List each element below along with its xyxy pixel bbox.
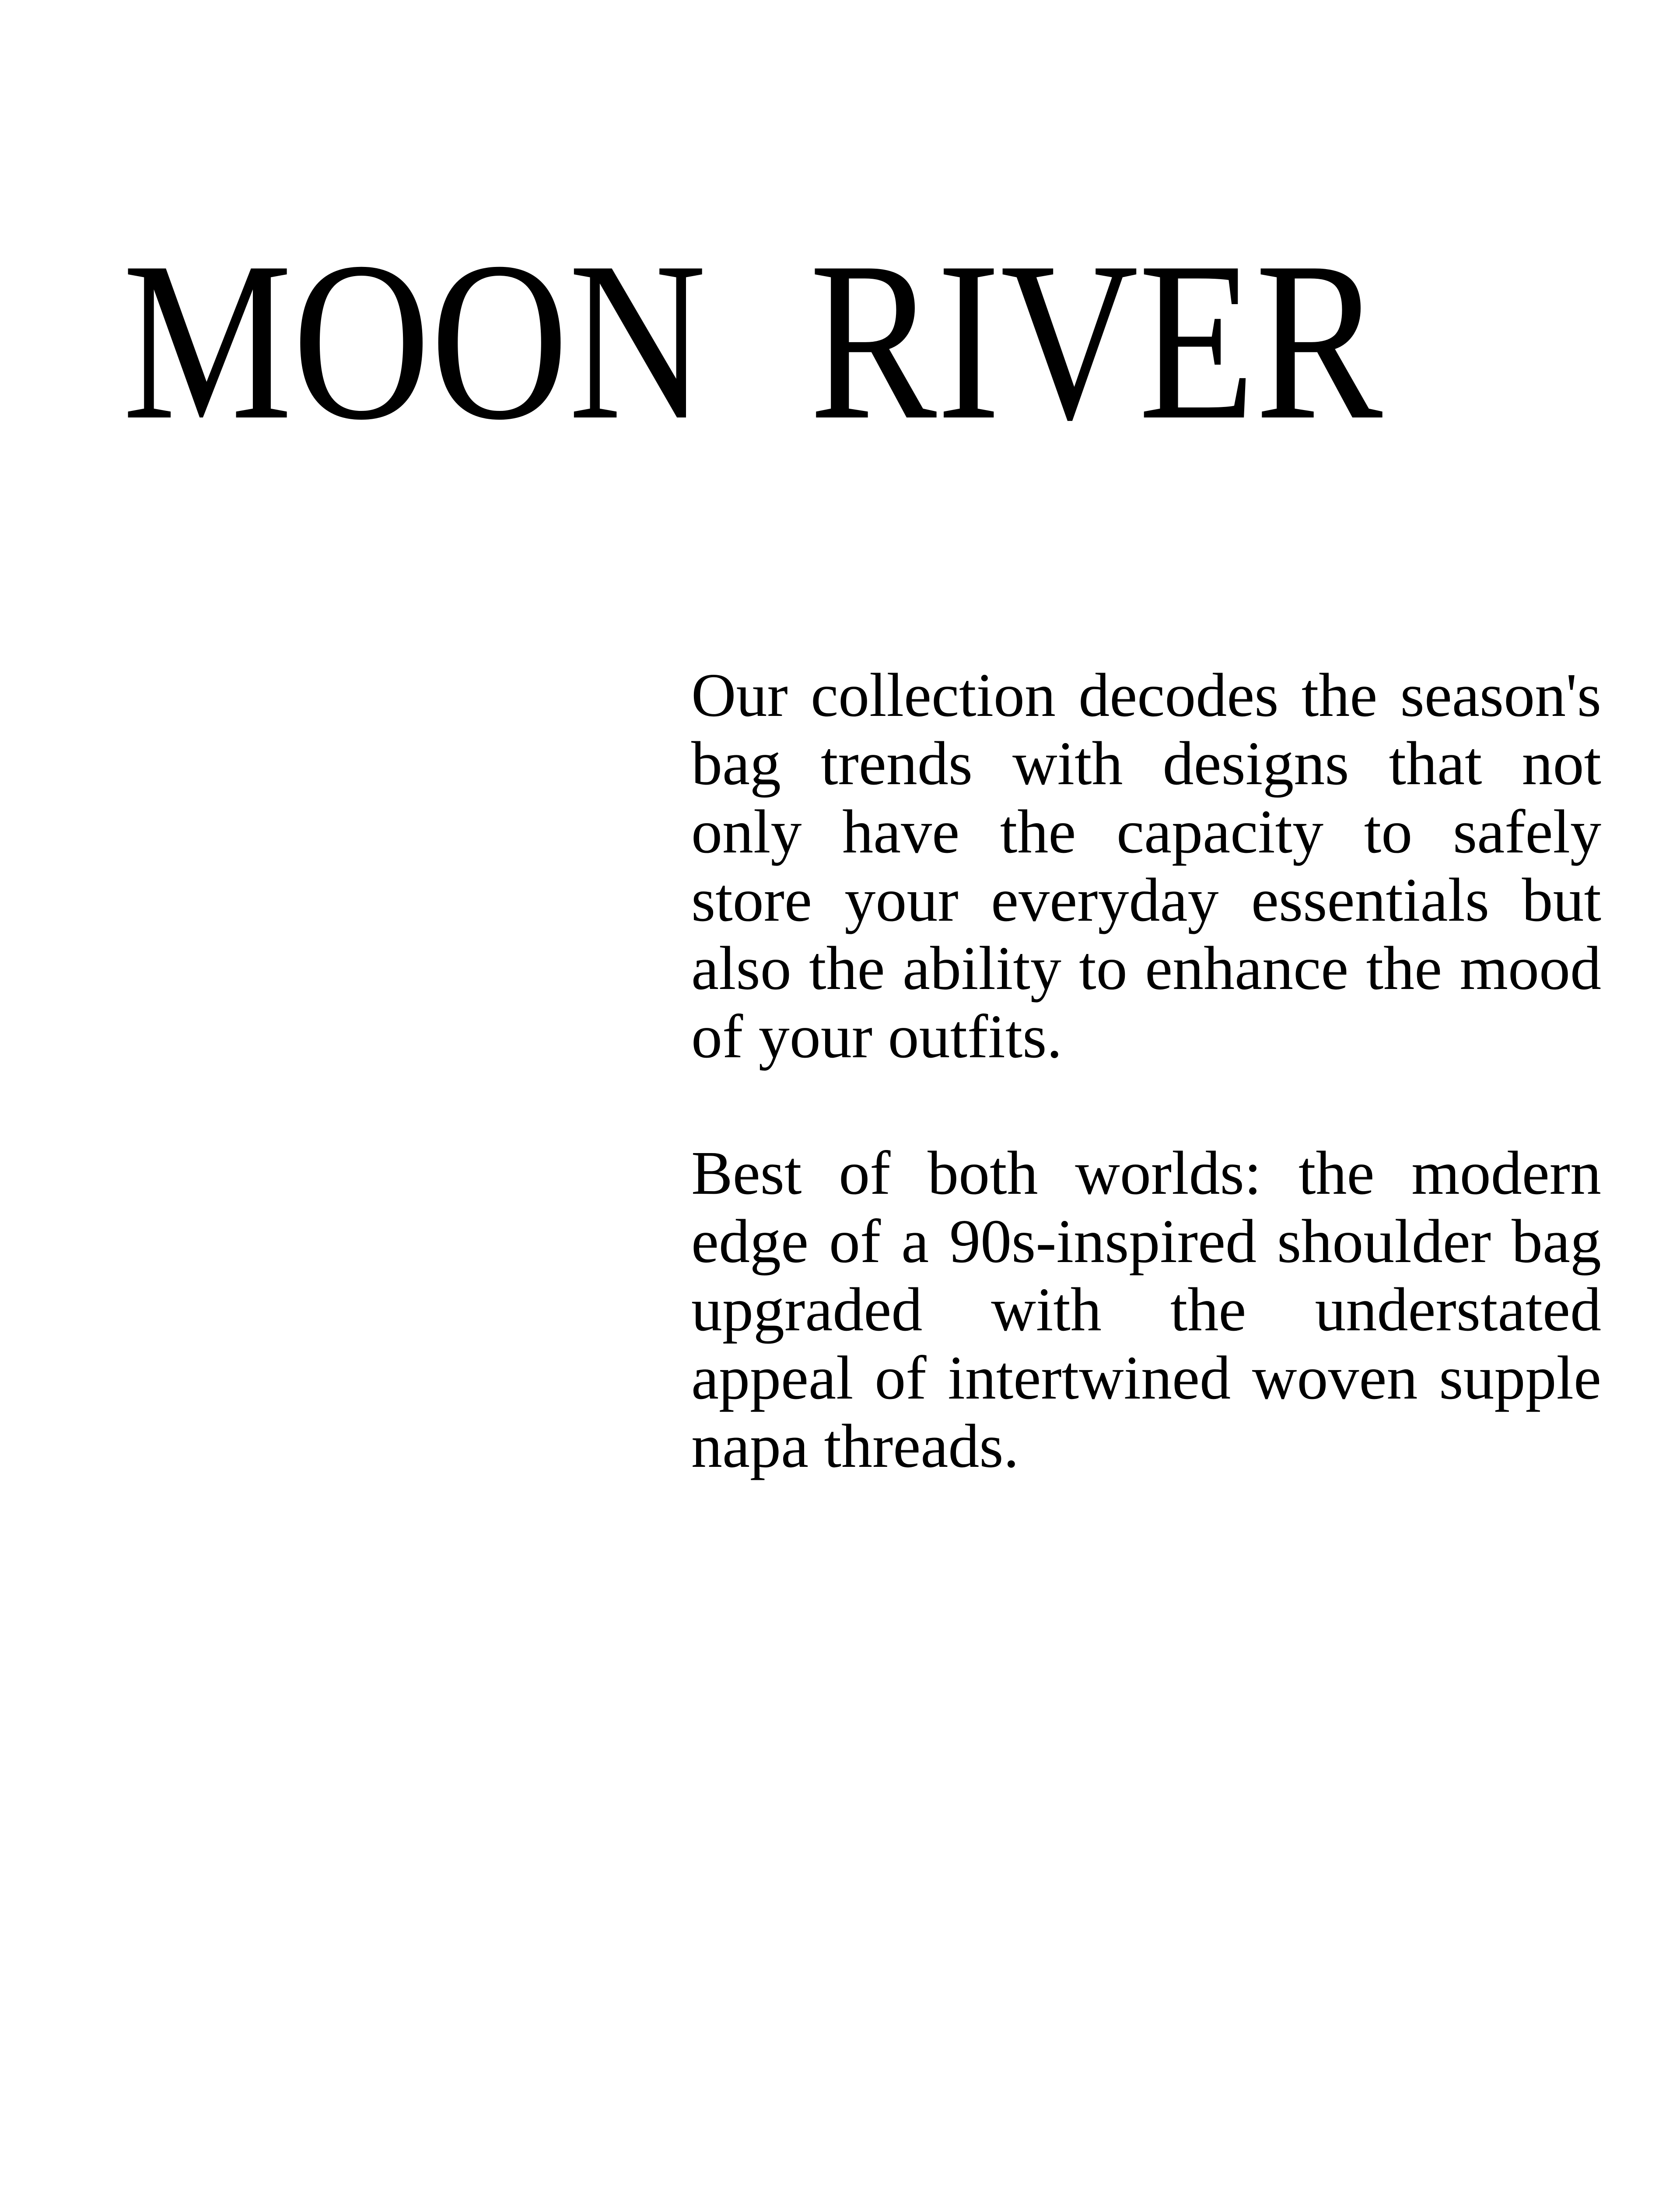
intro-paragraph: Our collection decodes the season's bag trends with designs that not only have the capacity to safely store your everyday essentials but also the ability to enhance the mood of your outfits. (691, 660, 1601, 1071)
page-title: MOON RIVER (122, 215, 1383, 467)
detail-paragraph: Best of both worlds: the modern edge of a 90s-inspired shoulder bag upgraded with the understated appeal of intertwined woven supple napa threads. (691, 1138, 1601, 1480)
body-copy (691, 661, 1601, 1480)
